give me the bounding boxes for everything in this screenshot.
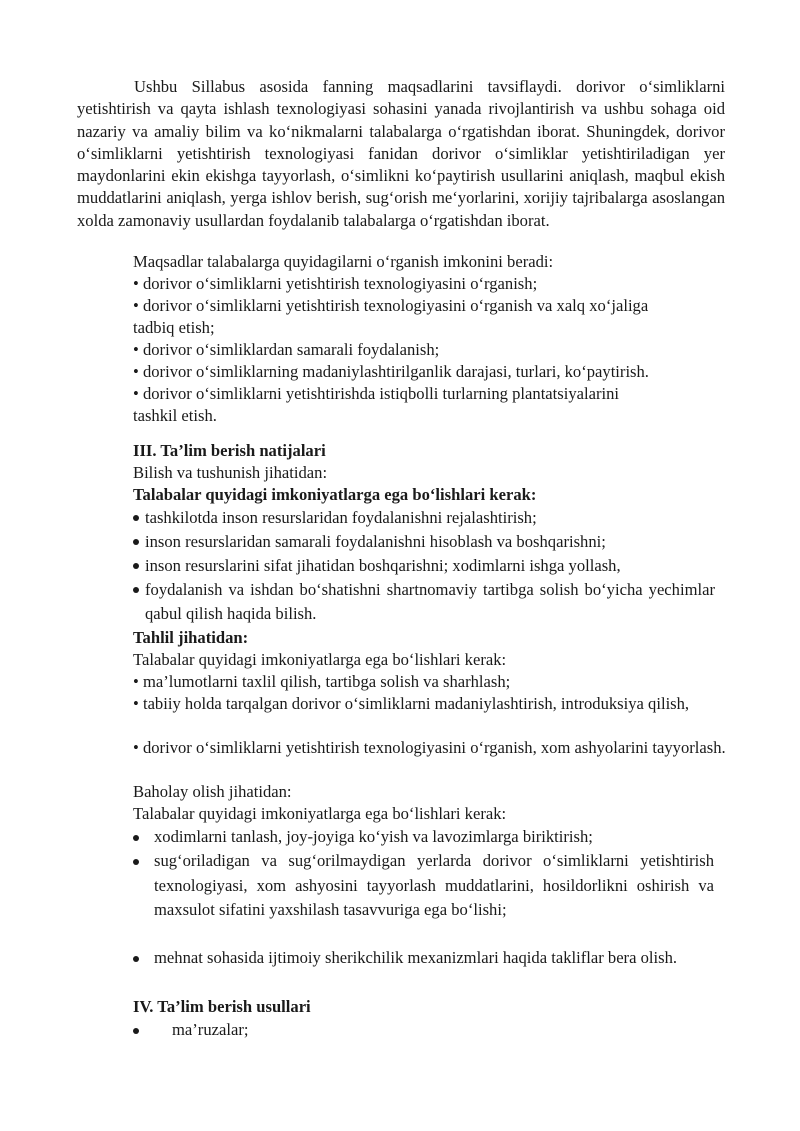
list-item: • ma’lumotlarni taxlil qilish, tartibga solish va sharhlash;: [133, 672, 511, 691]
bullet-icon: [133, 859, 139, 865]
analysis-label: Tahlil jihatidan:: [133, 628, 249, 647]
knowledge-label: Bilish va tushunish jihatidan:: [133, 463, 328, 482]
list-item: • tabiiy holda tarqalgan dorivor o‘simliklarni madaniylashtirish, introduksiya qilish,: [133, 694, 690, 713]
bullet-icon: [133, 563, 139, 569]
bullet-icon: [133, 539, 139, 545]
bullet-icon: [133, 515, 139, 521]
goal-item-continuation: tashkil etish.: [133, 406, 217, 425]
analysis-must: Talabalar quyidagi imkoniyatlarga ega bo‘lishlari kerak:: [133, 650, 507, 669]
goal-item: • dorivor o‘simliklardan samarali foydalanish;: [133, 340, 440, 359]
goals-intro: Maqsadlar talabalarga quyidagilarni o‘rganish imkonini beradi:: [133, 252, 554, 271]
evaluation-label: Baholay olish jihatidan:: [133, 782, 292, 801]
document-page: Ushbu Sillabus asosida fanning maqsadlarini tavsiflaydi. dorivor o‘simliklarni yetishtirish va qayta ishlash texnologiyasi sohasini yanada rivojlantirish va ushbu sohaga oid nazariy va amaliy bilim va ko‘nikmalarni talabalarga o‘rgatishdan iborat. Shuningdek, dorivor o‘simliklarni yetishtirish texnologiyasi fanidan dorivor o‘simliklar yetishtiriladigan yer maydonlarini ekin ekishga tayyorlash, o‘simlikni ko‘paytirish usullarini aniqlash, maqbul ekish muddatlarini aniqlash, yerga ishlov berish, sug‘orish me‘yorlarini, xorijiy tajribalarga asoslangan xolda zamonaviy usullardan foydalanib talabalarga o‘rgatishdan iborat. Maqsadlar talabalarga quyidagilarni o‘rganish imkonini beradi: • dorivor o‘simliklarni yetishtirish texnologiyasini o‘rganish; • dorivor o‘simliklarni yetishtirish texnologiyasini o‘rganish va xalq xo‘jaliga tadbiq etish; • dorivor o‘simliklardan samarali foydalanish; • dorivor o‘simliklarning madaniylashtirilganlik darajasi, turlari, ko‘paytirish. • dorivor o‘simliklarni yetishtirishda istiqbolli turlarning plantatsiyalarini tashkil etish. III. Ta’lim berish natijalari Bilish va tushunish jihatidan: Talabalar quyidagi imkoniyatlarga ega bo‘lishlari kerak: tashkilotda inson resurslaridan foydalanishni rejalashtirish; inson resurslaridan samarali foydalanishni hisoblash va boshqarishni; inson resurslarini sifat jihatidan boshqarishni; xodimlarni ishga yollash, foydalanish va ishdan bo‘shatishni shartnomaviy tartibga solish bo‘yicha yechimlar qabul qilish haqida bilish. Tahlil jihatidan: Talabalar quyidagi imkoniyatlarga ega bo‘lishlari kerak: • ma’lumotlarni taxlil qilish, tartibga solish va sharhlash; • tabiiy holda tarqalgan dorivor o‘simliklarni madaniylashtirish, introduksiya qilish, • dorivor o‘simliklarni yetishtirish texnologiyasini o‘rganish, xom ashyolarini tayyorlash. Baholay olish jihatidan: Talabalar quyidagi imkoniyatlarga ega bo‘lishlari kerak: xodimlarni tanlash, joy-joyiga ko‘yish va lavozimlarga biriktirish; sug‘oriladigan va sug‘orilmaydigan yerlarda dorivor o‘simliklarni yetishtirish texnologiyasi, xom ashyosini tayyorlash muddatlarini, hosildorlikni oshirish va maxsulot sifatini yaxshilash tasavvuriga ega bo‘lishi; mehnat sohasida ijtimoiy sherikchilik mexanizmlari haqida takliflar bera olish. IV. Ta’lim berish usullari ma’ruzalar;: [0, 0, 800, 1131]
must-have-heading: Talabalar quyidagi imkoniyatlarga ega bo‘lishlari kerak:: [133, 485, 537, 504]
bullet-icon: [133, 835, 139, 841]
list-item: sug‘oriladigan va sug‘orilmaydigan yerlarda dorivor o‘simliklarni yetishtirish texnologiyasi, xom ashyosini tayyorlash muddatlarini, hosildorlikni oshirish va maxsulot sifatini yaxshilash tasavvuriga ega bo‘lishi;: [133, 849, 723, 947]
goal-item: • dorivor o‘simliklarning madaniylashtirilganlik darajasi, turlari, ko‘paytirish.: [133, 362, 649, 381]
list-item: foydalanish va ishdan bo‘shatishni shartnomaviy tartibga solish bo‘yicha yechimlar qabul qilish haqida bilish.: [133, 578, 723, 628]
goal-item-continuation: tadbiq etish;: [133, 318, 215, 337]
goal-item: • dorivor o‘simliklarni yetishtirish texnologiyasini o‘rganish;: [133, 274, 538, 293]
bullet-icon: [133, 587, 139, 593]
section-heading: IV. Ta’lim berish usullari: [133, 997, 311, 1016]
list-item: • dorivor o‘simliklarni yetishtirish texnologiyasini o‘rganish, xom ashyolarini tayyorlash.: [133, 738, 726, 757]
goal-item: • dorivor o‘simliklarni yetishtirishda istiqbolli turlarning plantatsiyalarini: [133, 384, 620, 403]
goal-item: • dorivor o‘simliklarni yetishtirish texnologiyasini o‘rganish va xalq xo‘jaliga: [133, 296, 649, 315]
evaluation-must: Talabalar quyidagi imkoniyatlarga ega bo‘lishlari kerak:: [133, 804, 507, 823]
section-heading: III. Ta’lim berish natijalari: [133, 441, 326, 460]
list-item: mehnat sohasida ijtimoiy sherikchilik mexanizmlari haqida takliflar bera olish.: [133, 946, 723, 996]
bullet-icon: [133, 956, 139, 962]
bullet-icon: [133, 1028, 139, 1034]
intro-paragraph: Ushbu Sillabus asosida fanning maqsadlarini tavsiflaydi. dorivor o‘simliklarni yetishtirish va qayta ishlash texnologiyasi sohasini yanada rivojlantirish va ushbu sohaga oid nazariy va amaliy bilim va ko‘nikmalarni talabalarga o‘rgatishdan iborat. Shuningdek, dorivor o‘simliklarni yetishtirish texnologiyasi fanidan dorivor o‘simliklar yetishtiriladigan yer maydonlarini ekin ekishga tayyorlash, o‘simlikni ko‘paytirish usullarini aniqlash, maqbul ekish muddatlarini aniqlash, yerga ishlov berish, sug‘orish me‘yorlarini, xorijiy tajribalarga asoslangan xolda zamonaviy usullardan foydalanib talabalarga o‘rgatishdan iborat.: [77, 77, 725, 230]
